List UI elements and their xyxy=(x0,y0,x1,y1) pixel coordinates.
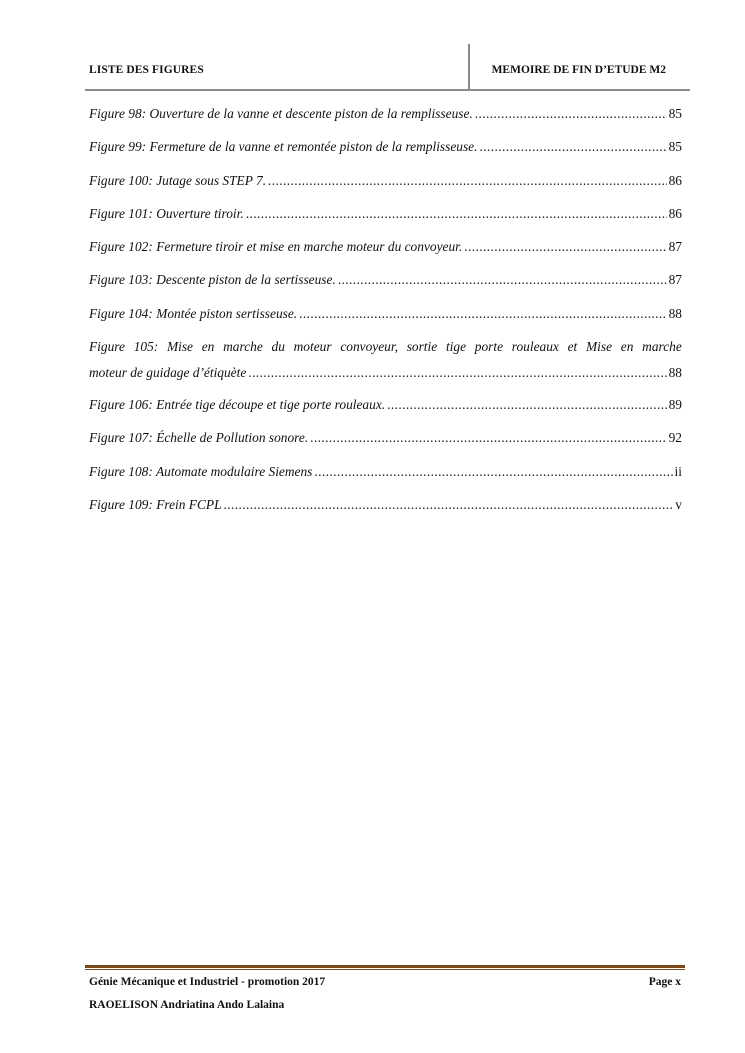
figure-page-number: 86 xyxy=(668,205,682,221)
figure-entry[interactable] xyxy=(89,428,682,448)
figure-label-first-line xyxy=(89,337,682,357)
figure-label: Figure 106: Entrée tige découpe et tige porte rouleaux. xyxy=(89,397,386,413)
figure-page-number: v xyxy=(675,496,682,512)
figure-label-word: tige xyxy=(445,339,467,355)
dot-leader xyxy=(310,428,666,448)
figure-entry[interactable] xyxy=(89,270,682,290)
figure-page-number: 87 xyxy=(668,239,682,255)
figure-page-number: 92 xyxy=(668,430,682,446)
figure-label: Figure 109: Frein FCPL xyxy=(89,496,222,512)
dot-leader xyxy=(479,137,666,157)
dot-leader xyxy=(224,495,674,515)
footer-author: RAOELISON Andriatina Ando Lalaina xyxy=(89,999,285,1011)
footer-page-number: Page x xyxy=(648,976,681,988)
figure-label-word: porte xyxy=(474,339,504,355)
figure-label-word: convoyeur, xyxy=(340,339,398,355)
figure-page-number: 89 xyxy=(668,397,682,413)
dot-leader xyxy=(299,304,666,324)
header-section-title: LISTE DES FIGURES xyxy=(89,64,204,76)
figure-label: Figure 100: Jutage sous STEP 7. xyxy=(89,172,267,188)
header-vertical-divider xyxy=(468,44,470,90)
figure-label: Figure 107: Échelle de Pollution sonore. xyxy=(89,430,309,446)
figure-entry[interactable] xyxy=(89,104,682,124)
figure-page-number: 88 xyxy=(668,305,682,321)
figure-page-number: 88 xyxy=(668,365,682,381)
figure-label-continuation: moteur de guidage d’étiquète xyxy=(89,365,247,381)
figure-label-word: sortie xyxy=(406,339,438,355)
figure-label: Figure 104: Montée piston sertisseuse. xyxy=(89,305,298,321)
figure-entry[interactable] xyxy=(89,171,682,191)
figure-label-word: Figure xyxy=(89,339,125,355)
footer-rule-thin xyxy=(85,969,685,970)
figure-label: Figure 98: Ouverture de la vanne et descente piston de la remplisseuse. xyxy=(89,106,473,121)
dot-leader xyxy=(338,270,667,290)
page-footer xyxy=(85,965,685,1011)
figure-label: Figure 103: Descente piston de la sertisseuse. xyxy=(89,272,336,288)
figure-label-word: moteur xyxy=(293,339,332,355)
figure-label: Figure 102: Fermeture tiroir et mise en marche moteur du convoyeur. xyxy=(89,239,463,255)
figure-entry[interactable] xyxy=(89,237,682,257)
figure-entry[interactable] xyxy=(89,304,682,324)
dot-leader xyxy=(248,363,666,383)
figure-page-number: ii xyxy=(674,463,682,479)
page-header xyxy=(85,44,690,90)
figure-label: Figure 99: Fermeture de la vanne et remontée piston de la remplisseuse. xyxy=(89,139,478,155)
figure-label-word: Mise xyxy=(166,339,193,355)
figure-entry[interactable] xyxy=(89,137,682,157)
header-horizontal-rule xyxy=(85,89,690,91)
figure-entry[interactable] xyxy=(89,204,682,224)
figure-entry[interactable] xyxy=(89,337,682,383)
figure-label: Figure 108: Automate modulaire Siemens xyxy=(89,463,313,479)
header-document-title: MEMOIRE DE FIN D’ETUDE M2 xyxy=(491,64,666,76)
figure-page-number: 87 xyxy=(668,272,682,288)
figure-label-word: en xyxy=(620,339,634,355)
figure-page-number: 85 xyxy=(668,139,682,155)
footer-rule xyxy=(85,965,685,968)
footer-program: Génie Mécanique et Industriel - promotion 2017 xyxy=(89,976,326,988)
figure-label-word: marche xyxy=(223,339,263,355)
figure-page-number: 85 xyxy=(668,106,682,121)
dot-leader xyxy=(268,171,667,191)
dot-leader xyxy=(464,237,666,257)
dot-leader xyxy=(314,462,672,482)
figure-label: Figure 101: Ouverture tiroir. xyxy=(89,205,244,221)
figure-entry[interactable] xyxy=(89,495,682,515)
figure-label-word: 105: xyxy=(133,339,159,355)
figure-entry[interactable] xyxy=(89,395,682,415)
list-of-figures xyxy=(89,104,682,528)
figure-label-word: rouleaux xyxy=(511,339,559,355)
figure-label-word: et xyxy=(567,339,578,355)
figure-page-number: 86 xyxy=(668,172,682,188)
figure-label-word: Mise xyxy=(586,339,613,355)
dot-leader xyxy=(475,104,667,124)
dot-leader xyxy=(387,395,666,415)
figure-entry[interactable] xyxy=(89,462,682,482)
figure-label-word: marche xyxy=(642,339,682,355)
figure-label-word: en xyxy=(201,339,215,355)
figure-label-word: du xyxy=(271,339,285,355)
dot-leader xyxy=(246,204,667,224)
